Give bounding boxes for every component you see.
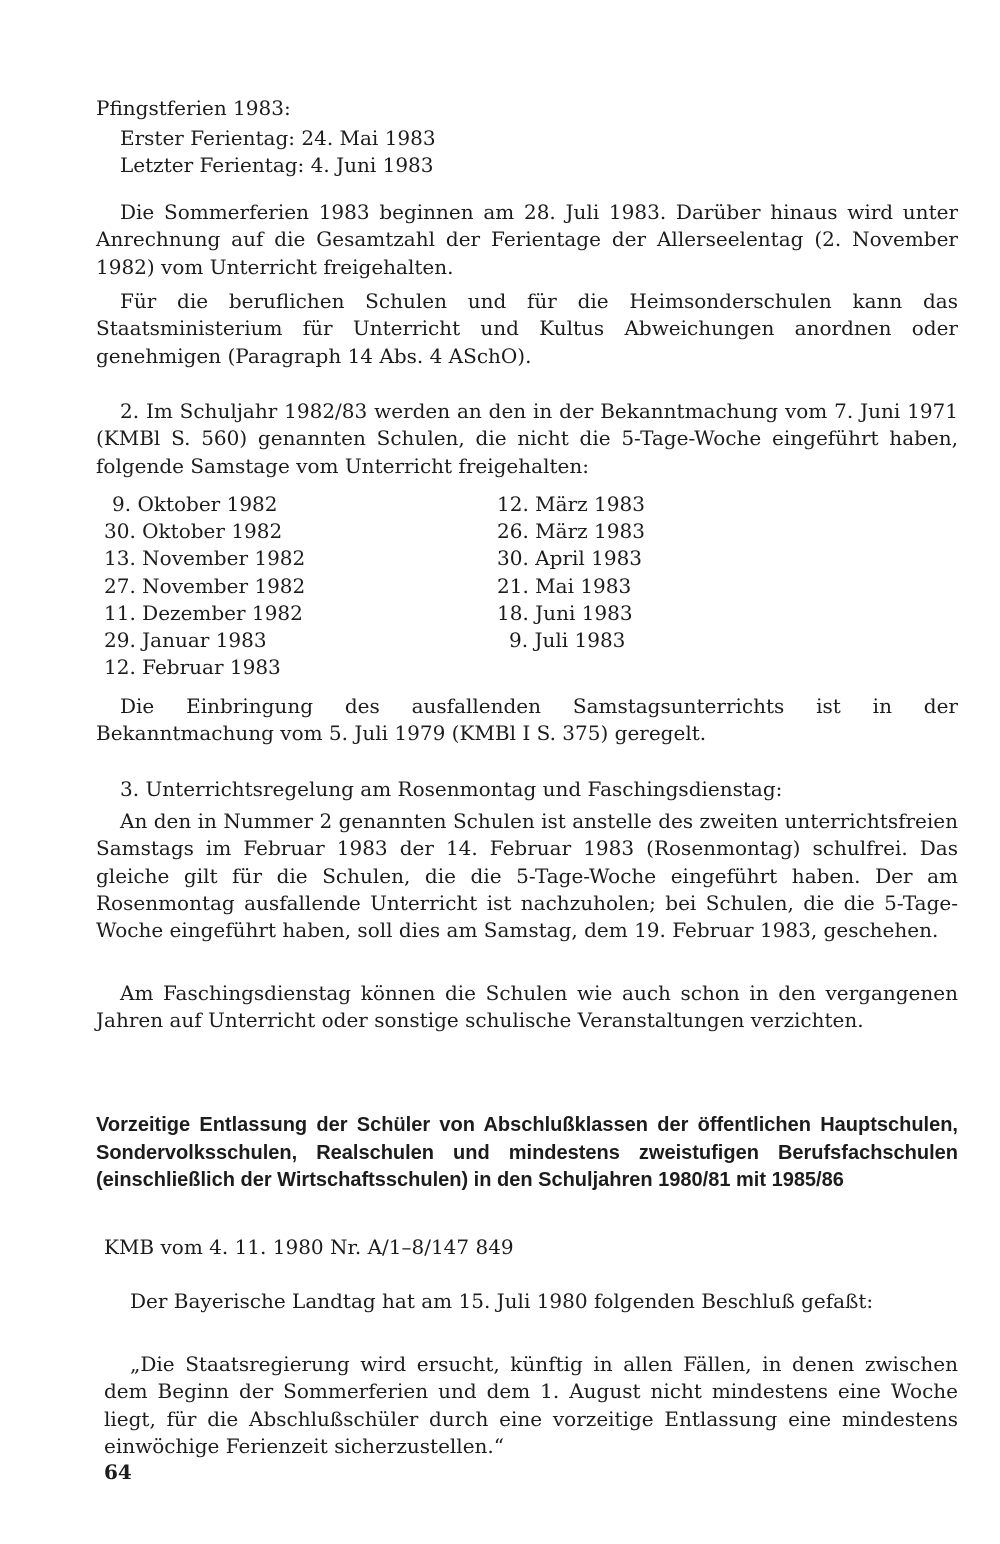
dates-right-column [497,491,645,654]
berufliche-schulen-paragraph: Für die beruflichen Schulen und für die Heimsonderschulen kann das Staatsministerium für Unterricht und Kultus Abweichungen anordnen oder genehmigen (Paragraph 14 Abs. 4 ASchO). [96,289,958,368]
pfingstferien-block [96,95,958,179]
section-3-title: 3. Unterrichtsregelung am Rosenmontag und Faschingsdienstag: [120,777,783,801]
date-item: 30. Oktober 1982 [104,519,283,544]
decree-reference: KMB vom 4. 11. 1980 Nr. A/1–8/147 849 [104,1235,514,1259]
sommerferien-paragraph: Die Sommerferien 1983 beginnen am 28. Juli 1983. Darüber hinaus wird unter Anrechnung auf die Gesamtzahl der Ferientage der Allerseelentag (2. November 1982) vom Unterricht freigehalten. [96,200,958,279]
date-item: 11. Dezember 1982 [104,600,303,625]
date-item: 9. Juli 1983 [509,628,626,653]
section-3-paragraph-1: An den in Nummer 2 genannten Schulen ist anstelle des zweiten unterrichtsfreien Samstags im Februar 1983 der 14. Februar 1983 (Rosenmontag) schulfrei. Das gleiche gilt für die Schulen, die die 5-Tage-Woche eingeführt haben. Der am Rosenmontag ausfallende Unterricht ist nachzuholen; bei Schulen, die die 5-Tage-Woche eingeführt haben, soll dies am Samstag, dem 19. Februar 1983, geschehen. [96,809,958,943]
section-2-intro: 2. Im Schuljahr 1982/83 werden an den in der Bekanntmachung vom 7. Juni 1971 (KMBl S. 560) genannten Schulen, die nicht die 5-Tage-Woche eingeführt haben, folgende Samstage vom Unterricht freigehalten: [96,399,958,478]
date-item: 12. Februar 1983 [104,655,281,680]
landtag-quote: „Die Staatsregierung wird ersucht, künftig in allen Fällen, in denen zwischen dem Beginn der Sommerferien und dem 1. August nicht mindestens eine Woche liegt, für die Abschlußschüler durch eine vorzeitige Entlassung eine mindestens einwöchige Ferienzeit sicherzustellen.“ [104,1352,958,1458]
decree-heading: Vorzeitige Entlassung der Schüler von Abschlußklassen der öffentlichen Hauptschulen, Sondervolksschulen, Realschulen und mindestens zweistufigen Berufsfachschulen (einschließlich der Wirtschaftsschulen) in den Schuljahren 1980/81 mit 1985/86 [96,1114,958,1191]
page-number: 64 [104,1460,132,1484]
date-item: 13. November 1982 [104,546,306,571]
section-3-paragraph-2: Am Faschingsdienstag können die Schulen wie auch schon in den vergangenen Jahren auf Unterricht oder sonstige schulische Veranstaltungen verzichten. [96,981,958,1033]
date-item: 18. Juni 1983 [497,600,633,625]
last-day-line: Letzter Ferientag: 4. Juni 1983 [120,153,434,177]
date-item: 26. März 1983 [497,519,645,544]
date-item: 12. März 1983 [497,492,645,516]
date-item: 29. Januar 1983 [104,628,267,653]
first-day-line: Erster Ferientag: 24. Mai 1983 [120,126,436,150]
landtag-paragraph: Der Bayerische Landtag hat am 15. Juli 1980 folgenden Beschluß gefaßt: [130,1289,874,1313]
einbringung-paragraph: Die Einbringung des ausfallenden Samstagsunterrichts ist in der Bekanntmachung vom 5. Juli 1979 (KMBl I S. 375) geregelt. [96,694,958,746]
date-item: 9. Oktober 1982 [112,492,278,516]
date-item: 30. April 1983 [497,546,643,571]
pfingstferien-title: Pfingstferien 1983: [96,96,291,120]
date-item: 21. Mai 1983 [497,573,632,598]
date-item: 27. November 1982 [104,573,306,598]
dates-left-column [104,491,305,681]
